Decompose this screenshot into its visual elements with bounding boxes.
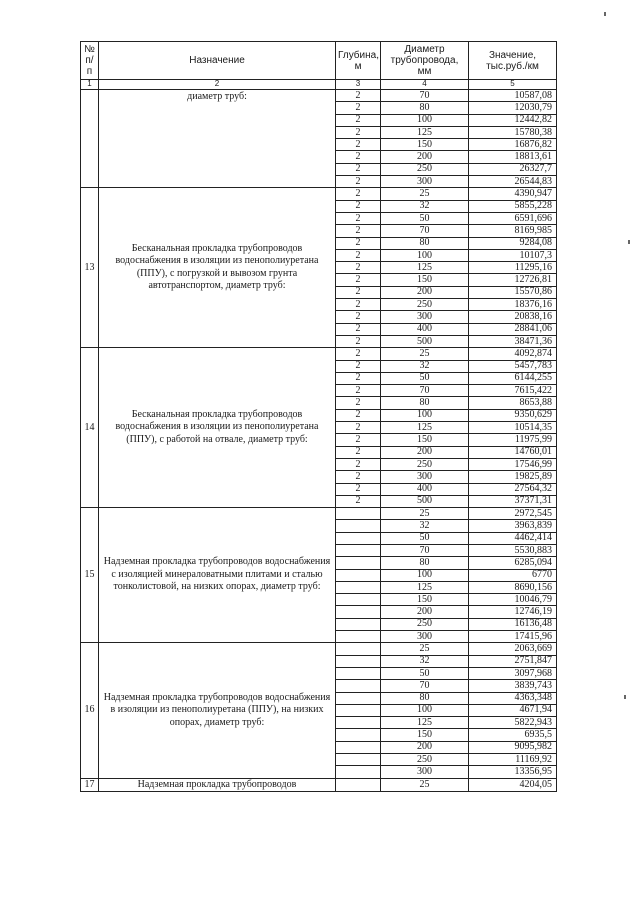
- depth-cell: [336, 778, 381, 792]
- table-row: [81, 348, 557, 360]
- value-cell: 2751,847: [469, 655, 557, 667]
- value-cell: 17546,99: [469, 458, 557, 470]
- value-cell: 38471,36: [469, 335, 557, 347]
- column-number: 5: [469, 80, 557, 90]
- depth-cell: 2: [336, 434, 381, 446]
- value-cell: 3097,968: [469, 667, 557, 679]
- diameter-cell: 250: [381, 299, 469, 311]
- depth-cell: [336, 680, 381, 692]
- item-description: Бесканальная прокладка трубопроводов водоснабжения в изоляции из пенополиуретана (ППУ), с погрузкой и вывозом грунта автотранспортом, диаметр труб:: [99, 188, 336, 348]
- value-cell: 3839,743: [469, 680, 557, 692]
- depth-cell: [336, 655, 381, 667]
- item-description: Надземная прокладка трубопроводов: [99, 778, 336, 792]
- column-number: 4: [381, 80, 469, 90]
- depth-cell: [336, 508, 381, 520]
- depth-cell: [336, 766, 381, 778]
- diameter-cell: 250: [381, 618, 469, 630]
- diameter-cell: 50: [381, 532, 469, 544]
- depth-cell: 2: [336, 249, 381, 261]
- depth-cell: 2: [336, 126, 381, 138]
- diameter-cell: 80: [381, 237, 469, 249]
- depth-cell: 2: [336, 139, 381, 151]
- value-cell: 20838,16: [469, 311, 557, 323]
- diameter-cell: 25: [381, 778, 469, 792]
- table-row: [81, 188, 557, 200]
- value-cell: 5530,883: [469, 544, 557, 556]
- value-cell: 4462,414: [469, 532, 557, 544]
- diameter-cell: 25: [381, 348, 469, 360]
- value-cell: 10514,35: [469, 422, 557, 434]
- item-number: [81, 90, 99, 188]
- value-cell: 2972,545: [469, 508, 557, 520]
- value-cell: 10107,3: [469, 249, 557, 261]
- depth-cell: 2: [336, 114, 381, 126]
- table-row: [81, 778, 557, 792]
- depth-cell: [336, 717, 381, 729]
- scan-mark: [604, 12, 606, 16]
- diameter-cell: 200: [381, 286, 469, 298]
- value-cell: 5822,943: [469, 717, 557, 729]
- depth-cell: 2: [336, 495, 381, 507]
- value-cell: 15570,86: [469, 286, 557, 298]
- value-cell: 4092,874: [469, 348, 557, 360]
- diameter-cell: 70: [381, 544, 469, 556]
- diameter-cell: 150: [381, 434, 469, 446]
- depth-cell: [336, 692, 381, 704]
- value-cell: 6935,5: [469, 729, 557, 741]
- depth-cell: [336, 643, 381, 655]
- depth-cell: [336, 569, 381, 581]
- depth-cell: 2: [336, 483, 381, 495]
- depth-cell: 2: [336, 385, 381, 397]
- value-cell: 8653,88: [469, 397, 557, 409]
- depth-cell: [336, 532, 381, 544]
- value-cell: 11169,92: [469, 754, 557, 766]
- depth-cell: 2: [336, 176, 381, 188]
- diameter-cell: 70: [381, 680, 469, 692]
- depth-cell: 2: [336, 409, 381, 421]
- depth-cell: [336, 729, 381, 741]
- value-cell: 3963,839: [469, 520, 557, 532]
- diameter-cell: 500: [381, 335, 469, 347]
- diameter-cell: 200: [381, 446, 469, 458]
- depth-cell: 2: [336, 286, 381, 298]
- depth-cell: [336, 754, 381, 766]
- depth-cell: [336, 704, 381, 716]
- item-number: 16: [81, 643, 99, 778]
- depth-cell: 2: [336, 102, 381, 114]
- diameter-cell: 125: [381, 262, 469, 274]
- depth-cell: 2: [336, 335, 381, 347]
- column-number: 1: [81, 80, 99, 90]
- depth-cell: [336, 544, 381, 556]
- value-cell: 12726,81: [469, 274, 557, 286]
- depth-cell: [336, 741, 381, 753]
- diameter-cell: 150: [381, 729, 469, 741]
- depth-cell: [336, 557, 381, 569]
- value-cell: 18376,16: [469, 299, 557, 311]
- diameter-cell: 80: [381, 397, 469, 409]
- value-cell: 37371,31: [469, 495, 557, 507]
- depth-cell: [336, 618, 381, 630]
- diameter-cell: 200: [381, 606, 469, 618]
- item-number: 14: [81, 348, 99, 508]
- value-cell: 17415,96: [469, 631, 557, 643]
- diameter-cell: 125: [381, 422, 469, 434]
- diameter-cell: 50: [381, 212, 469, 224]
- header-name: Назначение: [99, 42, 336, 80]
- depth-cell: [336, 631, 381, 643]
- depth-cell: [336, 520, 381, 532]
- value-cell: 4671,94: [469, 704, 557, 716]
- diameter-cell: 32: [381, 655, 469, 667]
- column-numbers-row: [81, 80, 557, 90]
- diameter-cell: 400: [381, 483, 469, 495]
- depth-cell: 2: [336, 360, 381, 372]
- column-number: 2: [99, 80, 336, 90]
- diameter-cell: 300: [381, 311, 469, 323]
- depth-cell: [336, 581, 381, 593]
- header-depth: Глубина, м: [336, 42, 381, 80]
- diameter-cell: 70: [381, 385, 469, 397]
- diameter-cell: 300: [381, 631, 469, 643]
- diameter-cell: 150: [381, 139, 469, 151]
- diameter-cell: 50: [381, 372, 469, 384]
- diameter-cell: 70: [381, 225, 469, 237]
- value-cell: 12746,19: [469, 606, 557, 618]
- depth-cell: 2: [336, 372, 381, 384]
- diameter-cell: 25: [381, 643, 469, 655]
- value-cell: 8169,985: [469, 225, 557, 237]
- diameter-cell: 300: [381, 471, 469, 483]
- diameter-cell: 250: [381, 754, 469, 766]
- value-cell: 8690,156: [469, 581, 557, 593]
- diameter-cell: 32: [381, 520, 469, 532]
- value-cell: 6144,255: [469, 372, 557, 384]
- value-cell: 16876,82: [469, 139, 557, 151]
- depth-cell: 2: [336, 90, 381, 102]
- diameter-cell: 150: [381, 594, 469, 606]
- value-cell: 11975,99: [469, 434, 557, 446]
- depth-cell: 2: [336, 163, 381, 175]
- diameter-cell: 100: [381, 409, 469, 421]
- value-cell: 9350,629: [469, 409, 557, 421]
- header-diameter: Диаметр трубопровода, мм: [381, 42, 469, 80]
- header-value: Значение, тыс.руб./км: [469, 42, 557, 80]
- item-description: диаметр труб:: [99, 90, 336, 188]
- diameter-cell: 400: [381, 323, 469, 335]
- depth-cell: 2: [336, 397, 381, 409]
- table-body: [81, 90, 557, 792]
- value-cell: 14760,01: [469, 446, 557, 458]
- diameter-cell: 50: [381, 667, 469, 679]
- depth-cell: [336, 667, 381, 679]
- value-cell: 26544,83: [469, 176, 557, 188]
- diameter-cell: 200: [381, 741, 469, 753]
- table-row: [81, 508, 557, 520]
- column-number: 3: [336, 80, 381, 90]
- value-cell: 2063,669: [469, 643, 557, 655]
- value-cell: 5457,783: [469, 360, 557, 372]
- depth-cell: 2: [336, 323, 381, 335]
- diameter-cell: 25: [381, 188, 469, 200]
- depth-cell: 2: [336, 274, 381, 286]
- item-number: 17: [81, 778, 99, 792]
- value-cell: 6285,094: [469, 557, 557, 569]
- item-number: 15: [81, 508, 99, 643]
- rates-table: [80, 41, 557, 792]
- value-cell: 4390,947: [469, 188, 557, 200]
- diameter-cell: 250: [381, 163, 469, 175]
- value-cell: 10587,08: [469, 90, 557, 102]
- value-cell: 19825,89: [469, 471, 557, 483]
- diameter-cell: 100: [381, 249, 469, 261]
- diameter-cell: 100: [381, 704, 469, 716]
- value-cell: 13356,95: [469, 766, 557, 778]
- value-cell: 27564,32: [469, 483, 557, 495]
- diameter-cell: 500: [381, 495, 469, 507]
- value-cell: 26327,7: [469, 163, 557, 175]
- diameter-cell: 32: [381, 200, 469, 212]
- diameter-cell: 100: [381, 569, 469, 581]
- depth-cell: 2: [336, 262, 381, 274]
- depth-cell: 2: [336, 200, 381, 212]
- scan-mark: [624, 695, 626, 699]
- table-header: [81, 42, 557, 90]
- diameter-cell: 250: [381, 458, 469, 470]
- depth-cell: 2: [336, 311, 381, 323]
- value-cell: 12442,82: [469, 114, 557, 126]
- diameter-cell: 125: [381, 717, 469, 729]
- diameter-cell: 125: [381, 581, 469, 593]
- item-description: Надземная прокладка трубопроводов водоснабжения в изоляции из пенополиуретана (ППУ), на низких опорах, диаметр труб:: [99, 643, 336, 778]
- depth-cell: 2: [336, 458, 381, 470]
- item-description: Бесканальная прокладка трубопроводов водоснабжения в изоляции из пенополиуретана (ППУ), с работой на отвале, диаметр труб:: [99, 348, 336, 508]
- diameter-cell: 300: [381, 766, 469, 778]
- diameter-cell: 80: [381, 692, 469, 704]
- value-cell: 10046,79: [469, 594, 557, 606]
- value-cell: 12030,79: [469, 102, 557, 114]
- diameter-cell: 125: [381, 126, 469, 138]
- table-row: [81, 90, 557, 102]
- table-row: [81, 643, 557, 655]
- value-cell: 5855,228: [469, 200, 557, 212]
- value-cell: 9095,982: [469, 741, 557, 753]
- value-cell: 6591,696: [469, 212, 557, 224]
- diameter-cell: 200: [381, 151, 469, 163]
- depth-cell: 2: [336, 237, 381, 249]
- item-number: 13: [81, 188, 99, 348]
- depth-cell: 2: [336, 188, 381, 200]
- depth-cell: 2: [336, 422, 381, 434]
- value-cell: 4363,348: [469, 692, 557, 704]
- depth-cell: 2: [336, 471, 381, 483]
- diameter-cell: 80: [381, 102, 469, 114]
- diameter-cell: 300: [381, 176, 469, 188]
- value-cell: 28841,06: [469, 323, 557, 335]
- diameter-cell: 25: [381, 508, 469, 520]
- item-description: Надземная прокладка трубопроводов водоснабжения с изоляцией минераловатными плитами и сталью тонколистовой, на низких опорах, диаметр труб:: [99, 508, 336, 643]
- header-row: [81, 42, 557, 80]
- value-cell: 4204,05: [469, 778, 557, 792]
- scan-mark: [628, 240, 630, 244]
- value-cell: 11295,16: [469, 262, 557, 274]
- depth-cell: 2: [336, 299, 381, 311]
- header-num: № п/п: [81, 42, 99, 80]
- diameter-cell: 100: [381, 114, 469, 126]
- diameter-cell: 80: [381, 557, 469, 569]
- value-cell: 6770: [469, 569, 557, 581]
- diameter-cell: 70: [381, 90, 469, 102]
- diameter-cell: 150: [381, 274, 469, 286]
- diameter-cell: 32: [381, 360, 469, 372]
- value-cell: 18813,61: [469, 151, 557, 163]
- depth-cell: 2: [336, 212, 381, 224]
- depth-cell: 2: [336, 225, 381, 237]
- depth-cell: 2: [336, 151, 381, 163]
- depth-cell: [336, 594, 381, 606]
- value-cell: 16136,48: [469, 618, 557, 630]
- depth-cell: 2: [336, 348, 381, 360]
- value-cell: 9284,08: [469, 237, 557, 249]
- depth-cell: [336, 606, 381, 618]
- depth-cell: 2: [336, 446, 381, 458]
- value-cell: 7615,422: [469, 385, 557, 397]
- value-cell: 15780,38: [469, 126, 557, 138]
